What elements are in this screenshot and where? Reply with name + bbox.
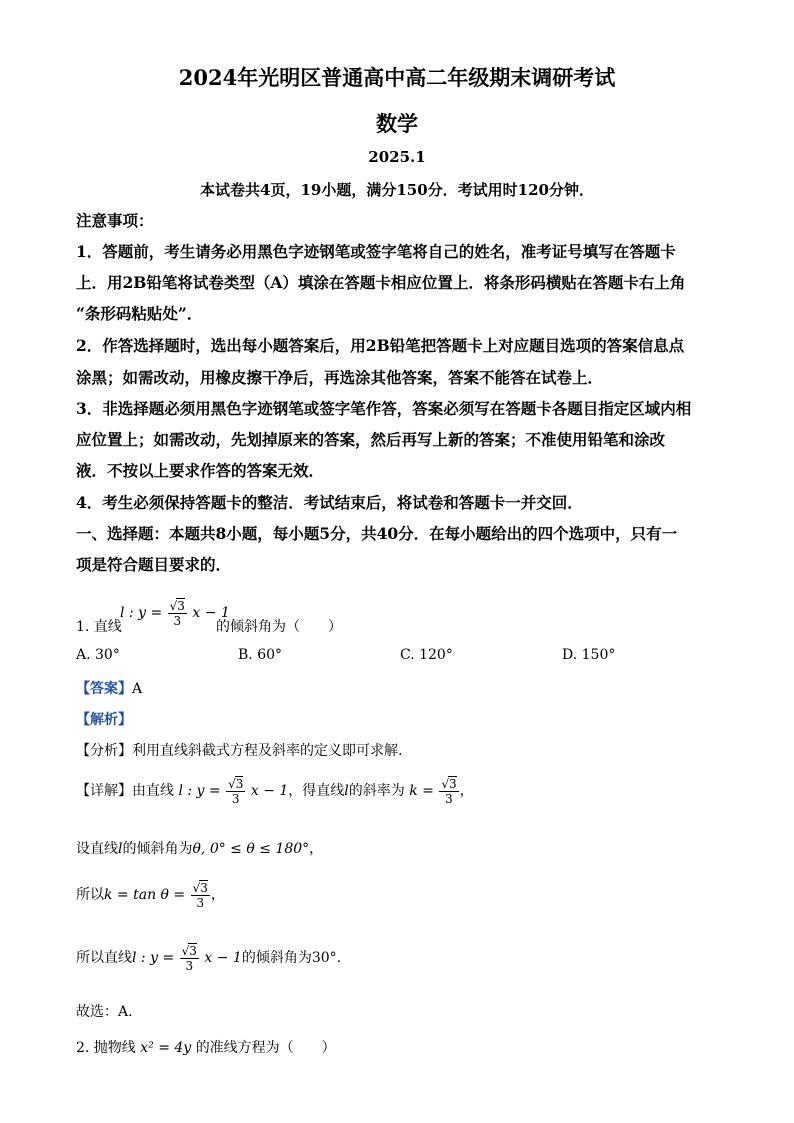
notice-heading: 注意事项： — [76, 211, 154, 230]
exam-info: 本试卷共4页，19小题，满分150分．考试用时120分钟． — [200, 181, 594, 199]
q1-option-c: C. 120° — [400, 647, 453, 663]
q1-equation: l : y = $\frac{√3}{3}$ x − 1 — [120, 599, 230, 628]
q1-analysis-tag: 【解析】 — [76, 712, 132, 728]
q1-answer: 【答案】A — [76, 681, 143, 697]
q1-option-d: D. 150° — [562, 647, 616, 663]
notice-item1-line3: “条形码粘贴处”． — [76, 304, 203, 323]
notice-item3-line3: 液．不按以上要求作答的答案无效． — [76, 461, 325, 480]
section1-line1: 一、选择题：本题共8小题，每小题5分，共40分．在每小题给出的四个选项中，只有一 — [76, 524, 678, 543]
q1-prefix: 1. 直线 — [76, 619, 122, 635]
notice-item3-line2: 应位置上；如需改动，先划掉原来的答案，然后再写上新的答案；不准使用铅笔和涂改 — [76, 430, 666, 449]
notice-item4: 4．考生必须保持答题卡的整洁．考试结束后，将试卷和答题卡一并交回． — [76, 493, 583, 512]
q1-suffix: 的倾斜角为（ ） — [216, 619, 342, 635]
q1-final-line: 所以直线l : y = $\frac{√3}{3}$ x − 1的倾斜角为30°. — [76, 944, 342, 973]
exam-title: 2024年光明区普通高中高二年级期末调研考试 — [178, 65, 616, 90]
q1-tan-line: 所以k = tan θ = $\frac{√3}{3}$ ， — [76, 881, 225, 910]
notice-item1-line1: 1．答题前，考生请务必用黑色字迹钢笔或签字笔将自己的姓名，准考证号填写在答题卡 — [76, 242, 676, 261]
q1-choose: 故选：A. — [76, 1004, 133, 1020]
q1-detail: 【详解】由直线 l : y = $\frac{√3}{3}$ x − 1，得直线l的斜率为 k = $\frac{√3}{3}$ ， — [76, 777, 474, 806]
q1-fenxi: 【分析】利用直线斜截式方程及斜率的定义即可求解. — [76, 743, 403, 759]
notice-item2-line1: 2．作答选择题时，选出每小题答案后，用2B铅笔把答题卡上对应题目选项的答案信息点 — [76, 336, 685, 355]
subject-title: 数学 — [376, 111, 418, 136]
q1-theta-line: 设直线l的倾斜角为θ, 0° ≤ θ ≤ 180°， — [76, 841, 324, 857]
q2-line: 2. 抛物线 x² = 4y 的准线方程为（ ） — [76, 1040, 336, 1056]
q1-option-a: A. 30° — [76, 647, 120, 663]
exam-date: 2025.1 — [368, 148, 426, 166]
section1-line2: 项是符合题目要求的． — [76, 555, 232, 574]
notice-item2-line2: 涂黑；如需改动，用橡皮擦干净后，再选涂其他答案，答案不能答在试卷上． — [76, 368, 604, 387]
q1-option-b: B. 60° — [238, 647, 283, 663]
notice-item1-line2: 上．用2B铅笔将试卷类型（A）填涂在答题卡相应位置上．将条形码横贴在答题卡右上角 — [76, 273, 686, 292]
notice-item3-line1: 3．非选择题必须用黑色字迹钢笔或签字笔作答，答案必须写在答题卡各题目指定区域内相 — [76, 399, 692, 418]
